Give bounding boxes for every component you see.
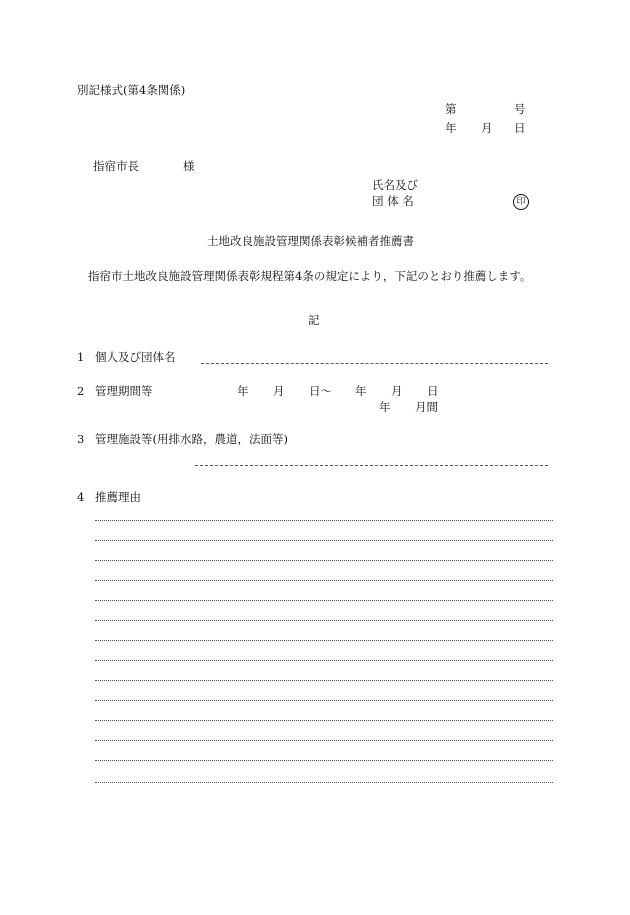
- reason-line[interactable]: [95, 560, 553, 561]
- item1-number: 1: [77, 350, 85, 364]
- reason-line[interactable]: [95, 540, 553, 541]
- addressee-honorific: 様: [183, 159, 195, 173]
- item3-input-line[interactable]: [195, 465, 548, 466]
- item2-label: 管理期間等: [95, 384, 153, 398]
- item4-label: 推薦理由: [95, 490, 141, 504]
- reason-line[interactable]: [95, 740, 553, 741]
- reason-line[interactable]: [95, 700, 553, 701]
- ki-label: 記: [308, 313, 320, 327]
- item2-duration-year: 年: [379, 400, 391, 414]
- applicant-name-label: 氏名及び: [372, 178, 418, 192]
- item2-duration-month: 月間: [415, 400, 438, 414]
- reason-line[interactable]: [95, 720, 553, 721]
- number-suffix: 号: [514, 102, 526, 116]
- reason-line[interactable]: [95, 640, 553, 641]
- item2-end-month: 月: [391, 384, 403, 398]
- date-month: 月: [481, 121, 493, 135]
- body-text: 指宿市土地改良施設管理関係表彰規程第4条の規定により，下記のとおり推薦します。: [88, 269, 532, 283]
- date-day: 日: [514, 121, 526, 135]
- item2-end-year: 年: [355, 384, 367, 398]
- reason-line[interactable]: [95, 782, 553, 783]
- applicant-group-label: 団 体 名: [372, 194, 414, 208]
- item2-start-year: 年: [237, 384, 249, 398]
- item2-start-month: 月: [273, 384, 285, 398]
- item3-number: 3: [77, 432, 85, 446]
- addressee-name: 指宿市長: [93, 159, 139, 173]
- reason-line[interactable]: [95, 680, 553, 681]
- reason-line[interactable]: [95, 580, 553, 581]
- item2-start-day: 日〜: [309, 384, 332, 398]
- item1-input-line[interactable]: [201, 363, 548, 364]
- item3-label: 管理施設等(用排水路，農道，法面等): [95, 432, 288, 446]
- document-title: 土地改良施設管理関係表彰候補者推薦書: [207, 234, 414, 248]
- number-prefix: 第: [445, 102, 457, 116]
- item2-end-day: 日: [427, 384, 439, 398]
- reason-line[interactable]: [95, 660, 553, 661]
- reason-line[interactable]: [95, 760, 553, 761]
- item2-number: 2: [77, 384, 85, 398]
- item1-label: 個人及び団体名: [95, 350, 176, 364]
- item4-number: 4: [77, 490, 85, 504]
- reason-line[interactable]: [95, 620, 553, 621]
- date-year: 年: [445, 121, 457, 135]
- seal-mark: 印: [513, 194, 529, 210]
- reason-line[interactable]: [95, 600, 553, 601]
- form-label: 別記様式(第4条関係): [77, 83, 186, 97]
- reason-line[interactable]: [95, 520, 553, 521]
